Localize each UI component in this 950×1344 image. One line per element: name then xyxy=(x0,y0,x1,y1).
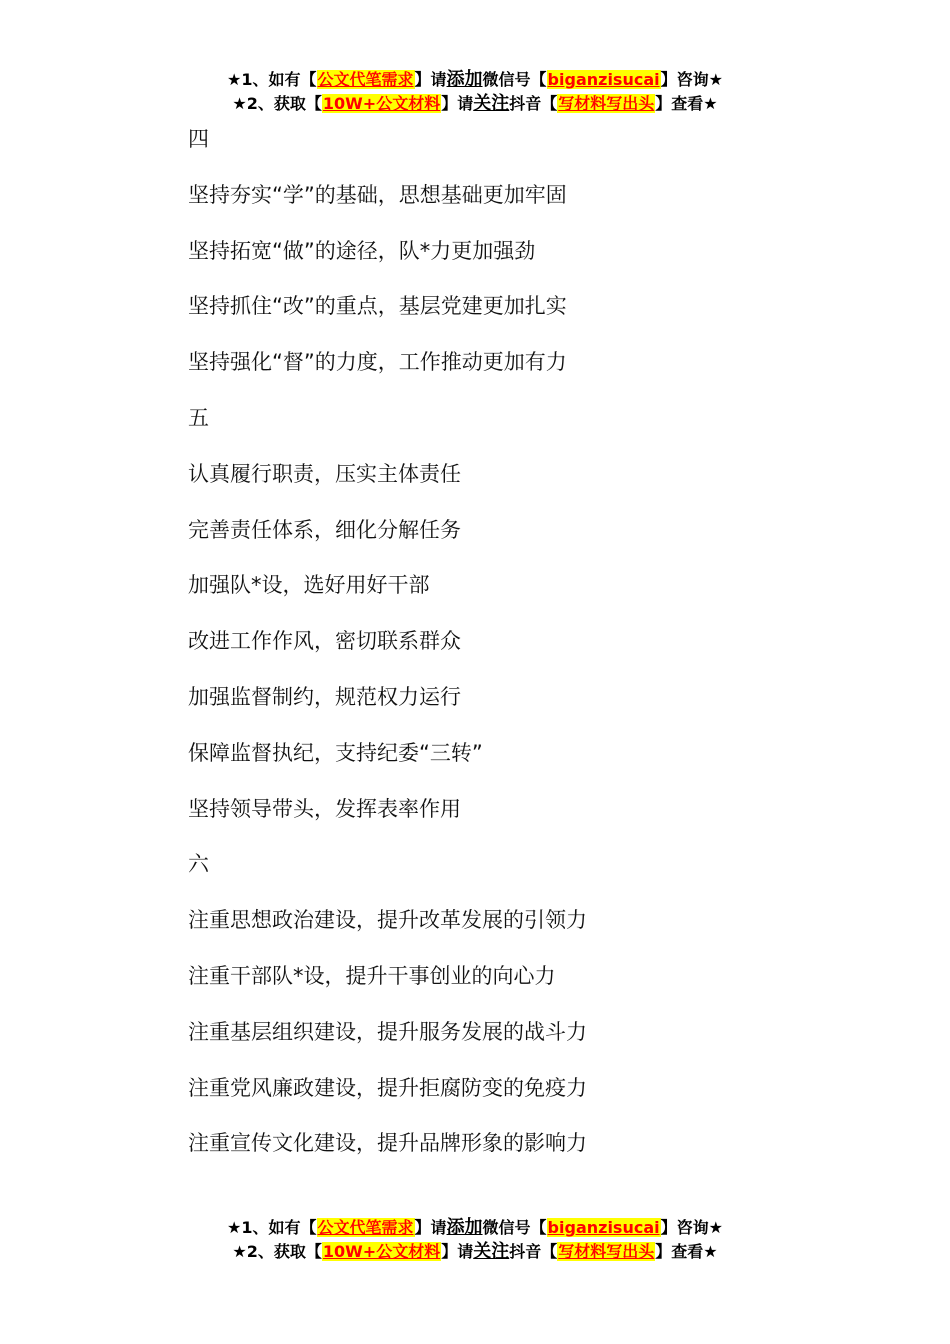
doc-line: 注重党风廉政建设，提升拒腐防变的免疫力 xyxy=(188,1075,587,1100)
banner-line-2 xyxy=(0,92,950,116)
writing-service-highlight: 公文代笔需求 xyxy=(317,1218,414,1237)
banner-text: 抖音【 xyxy=(509,1242,558,1261)
section-heading: 四 xyxy=(188,127,209,151)
doc-line: 保障监督执纪，支持纪委“三转” xyxy=(188,740,483,765)
document-body xyxy=(188,127,888,1187)
doc-line: 坚持夯实“学”的基础，思想基础更加牢固 xyxy=(188,182,567,207)
doc-line: 加强队*设，选好用好干部 xyxy=(188,573,430,598)
doc-line: 认真履行职责，压实主体责任 xyxy=(188,461,461,486)
douyin-id-highlight: 写材料写出头 xyxy=(558,1242,655,1261)
wechat-id-highlight: biganzisucai xyxy=(547,1218,660,1237)
banner-suffix: 】咨询★ xyxy=(660,70,723,89)
follow-emphasis: 关注 xyxy=(473,93,510,114)
add-emphasis: 添加 xyxy=(446,1217,483,1238)
materials-highlight: 10W+公文材料 xyxy=(322,1242,441,1261)
follow-emphasis: 关注 xyxy=(473,1241,510,1262)
banner-text: 抖音【 xyxy=(509,94,558,113)
doc-line: 注重干部队*设，提升干事创业的向心力 xyxy=(188,963,556,988)
footer-banner xyxy=(0,1216,950,1264)
douyin-id-highlight: 写材料写出头 xyxy=(558,94,655,113)
doc-line: 改进工作作风，密切联系群众 xyxy=(188,629,461,654)
doc-line: 坚持领导带头，发挥表率作用 xyxy=(188,796,461,821)
doc-line: 坚持强化“督”的力度，工作推动更加有力 xyxy=(188,350,567,375)
doc-line: 坚持拓宽“做”的途径，队*力更加强劲 xyxy=(188,238,536,263)
banner-text: 】请 xyxy=(441,1242,474,1261)
banner-line-2 xyxy=(0,1240,950,1264)
banner-prefix: ★1、如有【 xyxy=(227,70,317,89)
doc-line: 注重思想政治建设，提升改革发展的引领力 xyxy=(188,908,587,933)
materials-highlight: 10W+公文材料 xyxy=(322,94,441,113)
doc-line: 注重基层组织建设，提升服务发展的战斗力 xyxy=(188,1019,587,1044)
doc-line: 完善责任体系，细化分解任务 xyxy=(188,517,461,542)
banner-suffix: 】查看★ xyxy=(655,94,718,113)
banner-prefix: ★2、获取【 xyxy=(232,1242,322,1261)
doc-line: 加强监督制约，规范权力运行 xyxy=(188,684,461,709)
banner-text: 微信号【 xyxy=(482,70,547,89)
banner-text: 微信号【 xyxy=(482,1218,547,1237)
banner-text: 】请 xyxy=(441,94,474,113)
banner-prefix: ★1、如有【 xyxy=(227,1218,317,1237)
banner-line-1 xyxy=(0,1216,950,1240)
wechat-id-highlight: biganzisucai xyxy=(547,70,660,89)
banner-text: 】请 xyxy=(414,70,447,89)
banner-suffix: 】咨询★ xyxy=(660,1218,723,1237)
banner-prefix: ★2、获取【 xyxy=(232,94,322,113)
writing-service-highlight: 公文代笔需求 xyxy=(317,70,414,89)
banner-line-1 xyxy=(0,68,950,92)
doc-line: 坚持抓住“改”的重点，基层党建更加扎实 xyxy=(188,294,567,319)
banner-suffix: 】查看★ xyxy=(655,1242,718,1261)
header-banner xyxy=(0,68,950,116)
section-heading: 五 xyxy=(188,405,209,430)
section-heading: 六 xyxy=(188,852,209,877)
banner-text: 】请 xyxy=(414,1218,447,1237)
doc-line: 注重宣传文化建设，提升品牌形象的影响力 xyxy=(188,1131,587,1156)
add-emphasis: 添加 xyxy=(446,69,483,90)
